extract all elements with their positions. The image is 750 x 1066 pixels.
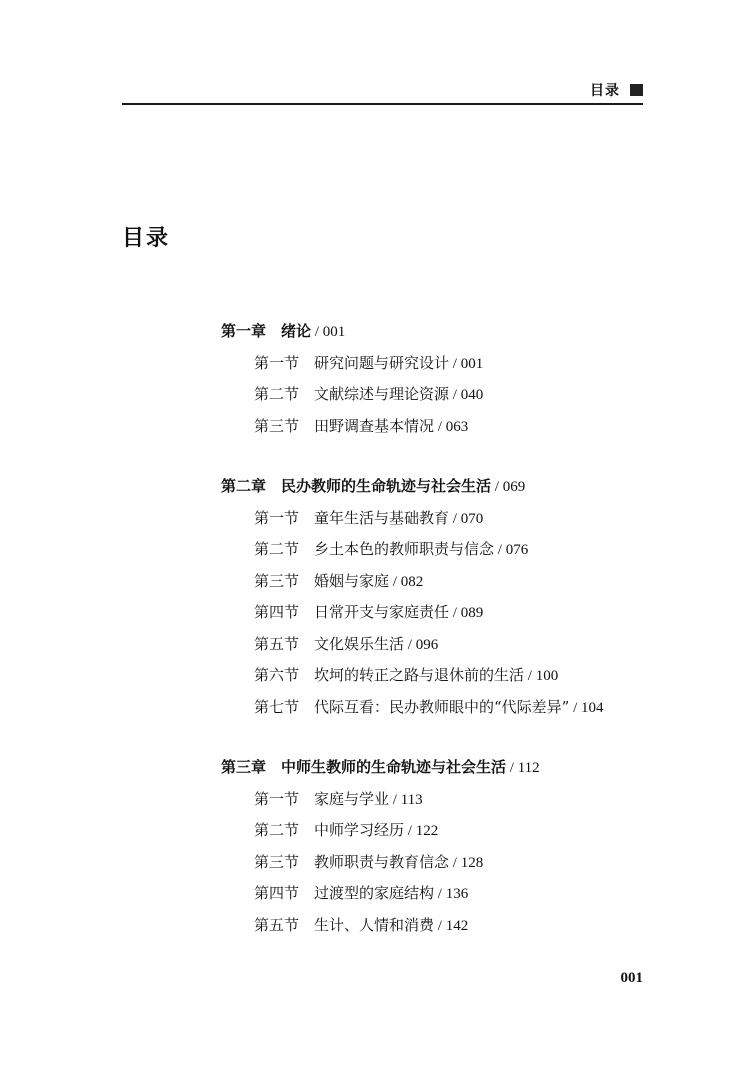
page-separator: /: [506, 760, 518, 776]
section-title: 教师职责与教育信念: [314, 852, 450, 871]
section-page: 122: [415, 823, 439, 839]
section-page: 082: [400, 573, 424, 590]
page-number: 001: [620, 970, 643, 986]
page-separator: /: [434, 917, 446, 934]
chapter-page: 001: [322, 324, 346, 340]
section-title: 文化娱乐生活: [314, 634, 405, 653]
section-title: 乡土本色的教师职责与信念: [314, 540, 495, 558]
chapter-label: 第三章: [221, 758, 267, 776]
page-separator: /: [449, 854, 461, 871]
chapter-title: 民办教师的生命轨迹与社会生活: [281, 477, 492, 495]
section-label: 第二节: [254, 540, 300, 558]
chapter-block: [221, 320, 661, 446]
section-page: 063: [445, 418, 469, 435]
section-page: 001: [460, 355, 484, 372]
section-page: 096: [415, 636, 439, 653]
section-entry[interactable]: [221, 415, 661, 447]
section-entry[interactable]: [221, 633, 661, 665]
table-of-contents: [221, 320, 661, 974]
section-page: 100: [535, 668, 559, 684]
section-title: 家庭与学业: [314, 789, 390, 808]
section-label: 第一节: [254, 789, 300, 808]
page-separator: /: [524, 668, 536, 684]
section-entry[interactable]: [221, 882, 661, 914]
section-entry[interactable]: [221, 601, 661, 633]
section-label: 第一节: [254, 508, 300, 527]
toc-title: 目录: [122, 225, 171, 251]
page-separator: /: [449, 605, 461, 621]
square-marker-icon: [630, 84, 643, 96]
section-entry[interactable]: [221, 664, 661, 696]
running-head-title: 目录: [590, 83, 620, 99]
chapter-entry[interactable]: [221, 320, 661, 352]
section-page: 104: [581, 699, 604, 716]
section-label: 第二节: [254, 821, 300, 839]
chapter-entry[interactable]: [221, 756, 661, 788]
page-separator: /: [311, 324, 323, 340]
section-label: 第四节: [254, 603, 300, 621]
section-title: 坎坷的转正之路与退休前的生活: [314, 666, 525, 684]
section-page: 070: [460, 510, 484, 527]
section-entry[interactable]: [221, 819, 661, 851]
page-separator: /: [404, 823, 416, 839]
section-label: 第二节: [254, 385, 300, 403]
page-separator: /: [434, 418, 446, 435]
section-entry[interactable]: [221, 788, 661, 820]
chapter-block: [221, 475, 661, 727]
page-separator: /: [389, 791, 401, 808]
page-separator: /: [389, 573, 401, 590]
section-label: 第五节: [254, 634, 300, 653]
page-separator: /: [449, 510, 461, 527]
section-title: 田野调查基本情况: [314, 416, 435, 435]
page-separator: /: [569, 699, 582, 716]
section-label: 第四节: [254, 884, 300, 902]
section-title: 童年生活与基础教育: [314, 508, 450, 527]
section-entry[interactable]: [221, 383, 661, 415]
section-entry[interactable]: [221, 538, 661, 570]
section-label: 第三节: [254, 571, 300, 590]
section-entry[interactable]: [221, 570, 661, 602]
page-separator: /: [491, 479, 503, 495]
section-title: 过渡型的家庭结构: [314, 884, 435, 902]
section-entry[interactable]: [221, 851, 661, 883]
section-label: 第七节: [254, 697, 300, 716]
page-separator: /: [449, 355, 461, 372]
chapter-entry[interactable]: [221, 475, 661, 507]
section-entry[interactable]: [221, 914, 661, 946]
page-separator: /: [494, 542, 506, 558]
running-head: [560, 80, 643, 100]
section-title: 生计、人情和消费: [314, 915, 435, 934]
section-label: 第三节: [254, 416, 300, 435]
section-page: 076: [505, 542, 529, 558]
section-page: 113: [400, 791, 423, 808]
chapter-title: 中师生教师的生命轨迹与社会生活: [281, 758, 507, 776]
section-label: 第六节: [254, 666, 300, 684]
page-separator: /: [404, 636, 416, 653]
chapter-page: 112: [517, 760, 540, 776]
chapter-block: [221, 756, 661, 945]
section-title: 研究问题与研究设计: [314, 353, 450, 372]
section-label: 第三节: [254, 852, 300, 871]
section-page: 040: [460, 387, 484, 403]
section-title: 婚姻与家庭: [314, 571, 390, 590]
section-page: 136: [445, 886, 469, 902]
chapter-label: 第二章: [221, 477, 267, 495]
chapter-page: 069: [502, 479, 526, 495]
page-separator: /: [449, 387, 461, 403]
section-page: 142: [445, 917, 469, 934]
header-rule: [122, 103, 643, 105]
section-title: 文献综述与理论资源: [314, 385, 450, 403]
section-label: 第五节: [254, 915, 300, 934]
section-label: 第一节: [254, 353, 300, 372]
page-separator: /: [434, 886, 446, 902]
chapter-label: 第一章: [221, 322, 267, 340]
section-entry[interactable]: [221, 507, 661, 539]
section-title: 日常开支与家庭责任: [314, 603, 450, 621]
section-title: 代际互看：民办教师眼中的“代际差异”: [314, 697, 570, 716]
chapter-title: 绪论: [281, 322, 312, 340]
section-entry[interactable]: [221, 352, 661, 384]
section-entry[interactable]: [221, 696, 661, 728]
section-title: 中师学习经历: [314, 821, 405, 839]
section-page: 128: [460, 854, 484, 871]
section-page: 089: [460, 605, 484, 621]
